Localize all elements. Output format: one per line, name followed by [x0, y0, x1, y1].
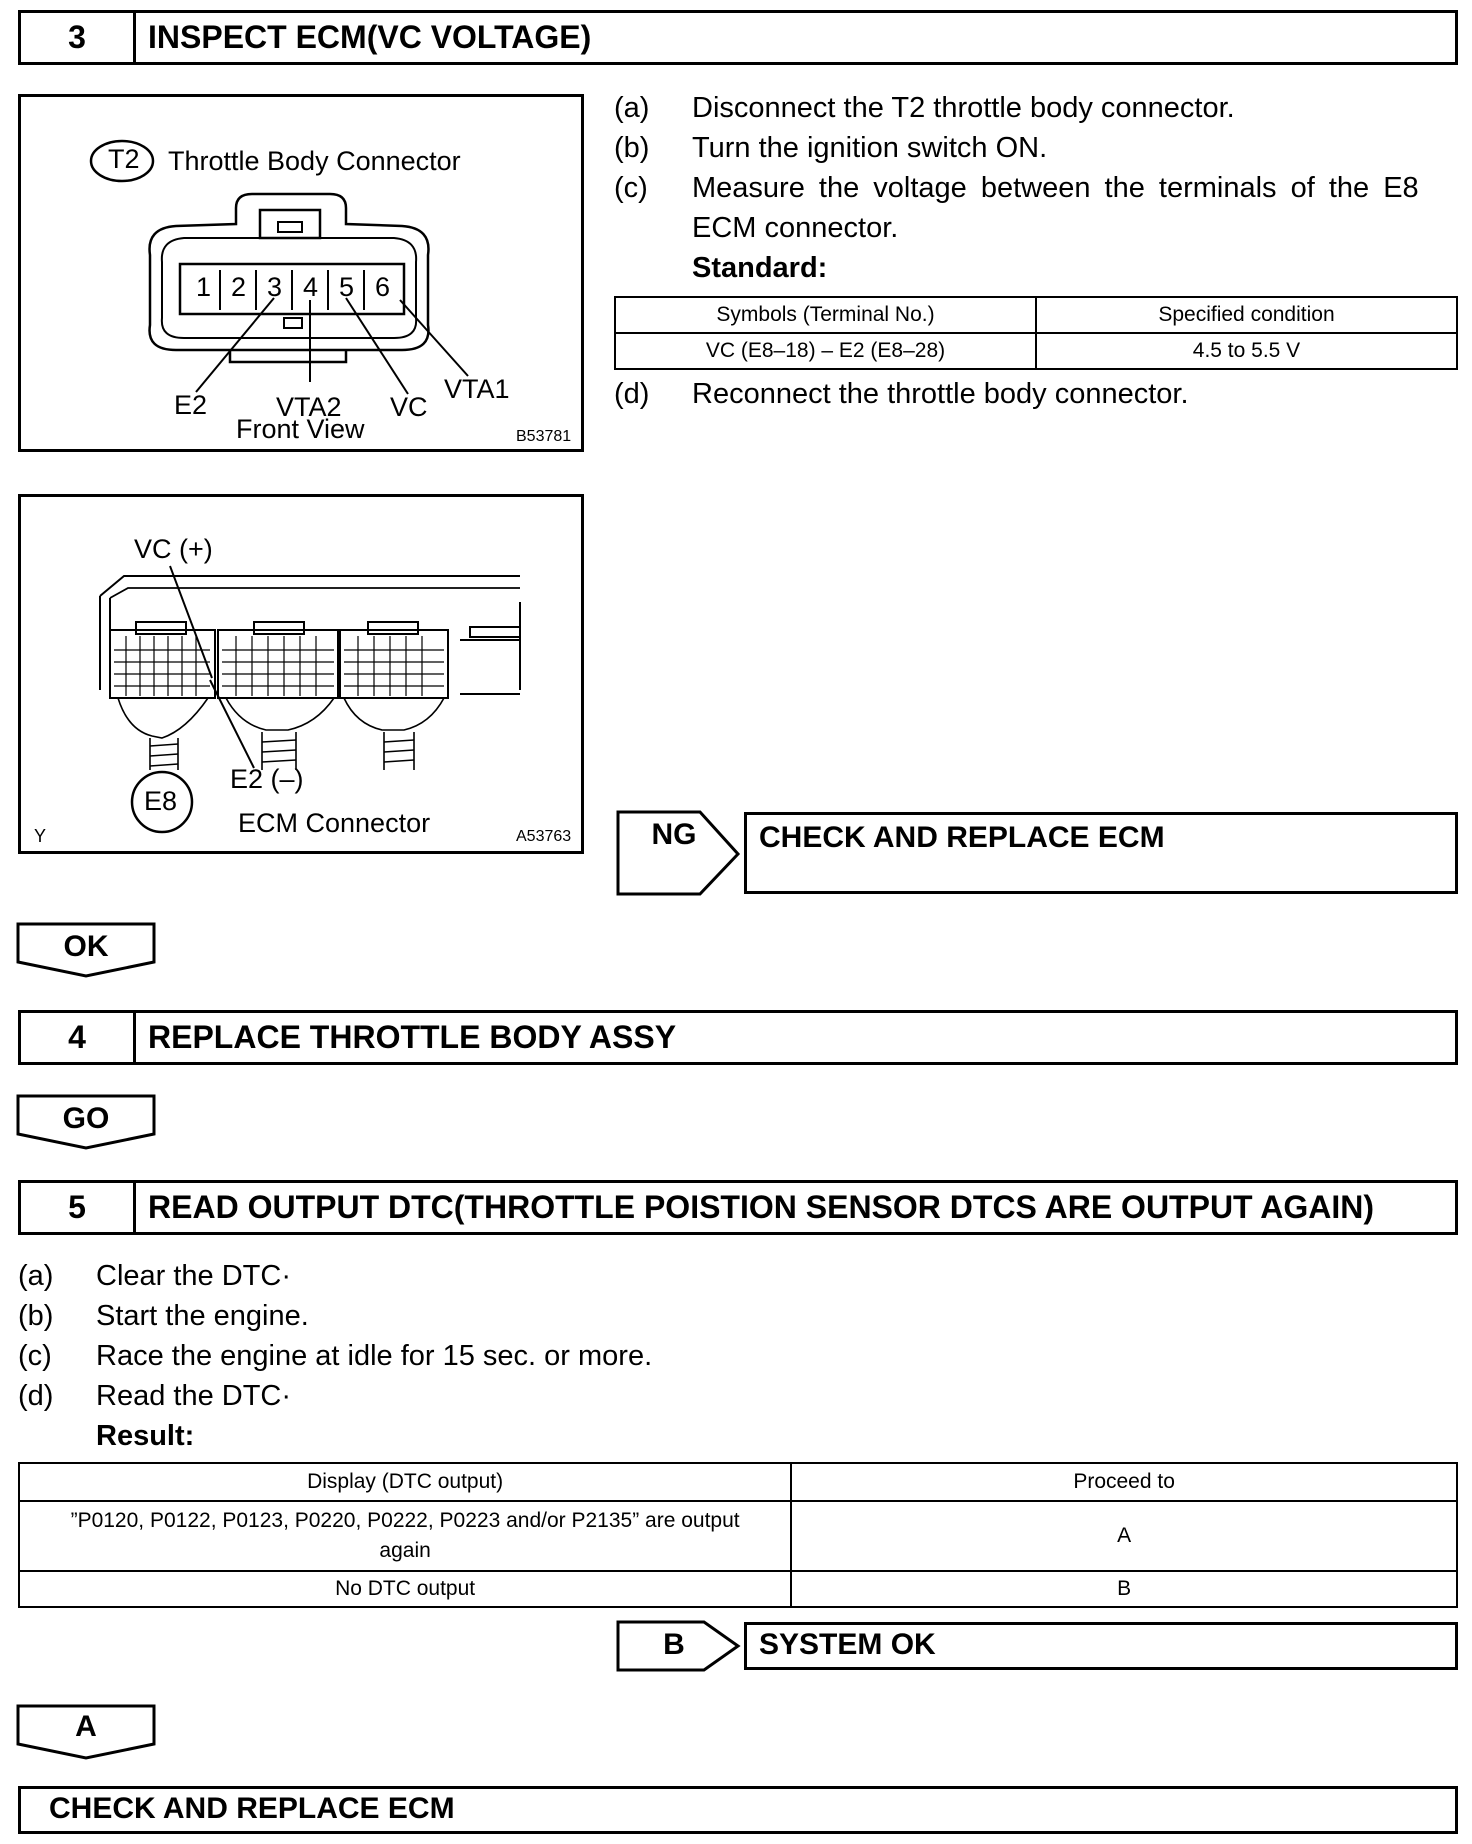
step-title: INSPECT ECM(VC VOLTAGE) — [148, 19, 592, 55]
label-vta1: VTA1 — [444, 374, 510, 404]
step5-instruction-a — [18, 1258, 291, 1294]
pin-2: 2 — [231, 272, 247, 302]
standard-label: Standard: — [692, 252, 828, 284]
step-title: REPLACE THROTTLE BODY ASSY — [148, 1019, 677, 1055]
key-notch — [284, 318, 302, 328]
instruction-label: (b) — [18, 1300, 54, 1332]
table-cell: VC (E8–18) – E2 (E8–28) — [615, 333, 1036, 369]
instruction-label: (d) — [18, 1380, 54, 1412]
label-vc: VC — [390, 392, 428, 422]
table-cell — [19, 1501, 791, 1571]
step-number: 3 — [21, 13, 136, 62]
table-header: Proceed to — [791, 1463, 1457, 1501]
step3-instruction-c — [614, 170, 1458, 206]
pin-4: 4 — [303, 272, 319, 302]
table-cell: A — [791, 1501, 1457, 1571]
result-table — [18, 1462, 1458, 1608]
e2-minus-label: E2 (–) — [230, 764, 304, 794]
connector-latch — [260, 210, 320, 238]
step5-instruction-c — [18, 1338, 652, 1374]
ng-result-box: CHECK AND REPLACE ECM — [744, 812, 1458, 894]
a-tag: A — [75, 1710, 97, 1743]
table-row — [19, 1501, 1457, 1571]
diagram2-code: A53763 — [516, 828, 572, 845]
pin-1: 1 — [196, 272, 212, 302]
step-5-header — [18, 1180, 1458, 1235]
connector-name: Throttle Body Connector — [168, 146, 461, 176]
latch-tab — [278, 222, 302, 232]
pin-5: 5 — [339, 272, 355, 302]
cell-line: ”P0120, P0122, P0123, P0220, P0222, P0223 and/or P2135” are output — [70, 1509, 740, 1532]
vc-plus-label: VC (+) — [134, 534, 213, 564]
ecm-connector-label: ECM Connector — [238, 808, 431, 838]
instruction-label: (a) — [614, 92, 650, 124]
cell-line: again — [379, 1539, 431, 1562]
instruction-label: (b) — [614, 132, 650, 164]
step-number: 4 — [21, 1013, 136, 1062]
result-label: Result: — [96, 1420, 195, 1452]
label-vta2: VTA2 — [276, 392, 342, 422]
instruction-label: (a) — [18, 1260, 54, 1292]
step3-instruction-d — [614, 376, 1189, 412]
step3-instruction-b — [614, 130, 1047, 166]
instruction-text: Read the DTC· — [96, 1380, 292, 1412]
step3-instruction-a — [614, 90, 1235, 126]
step5-instruction-d — [18, 1378, 291, 1414]
go-tag: GO — [62, 1102, 110, 1135]
diagram1-code: B53781 — [516, 428, 572, 445]
instruction-label: (c) — [614, 172, 648, 204]
ecm-connector-diagram — [18, 494, 584, 854]
table-header: Display (DTC output) — [19, 1463, 791, 1501]
instruction-text: Start the engine. — [96, 1300, 309, 1332]
instruction-text: Race the engine at idle for 15 sec. or more. — [96, 1340, 653, 1372]
step-number: 5 — [21, 1183, 136, 1232]
final-result-box: CHECK AND REPLACE ECM — [18, 1786, 1458, 1834]
label-e2: E2 — [174, 390, 208, 420]
table-header: Specified condition — [1036, 297, 1457, 333]
standard-table — [614, 296, 1458, 370]
t2-label: T2 — [108, 144, 140, 174]
ok-tag: OK — [63, 930, 109, 963]
front-view-label: Front View — [236, 414, 365, 444]
instruction-text: Reconnect the throttle body connector. — [692, 378, 1189, 410]
corner-letter: Y — [34, 826, 47, 846]
table-cell: 4.5 to 5.5 V — [1036, 333, 1457, 369]
instruction-text: Measure the voltage between the terminals of the E8 — [692, 172, 1419, 204]
b-tag: B — [663, 1628, 685, 1661]
table-cell: B — [791, 1571, 1457, 1607]
instruction-text: Turn the ignition switch ON. — [692, 132, 1048, 164]
step-title: READ OUTPUT DTC(THROTTLE POISTION SENSOR DTCS ARE OUTPUT AGAIN) — [148, 1189, 1375, 1225]
instruction-text: Disconnect the T2 throttle body connector. — [692, 92, 1235, 124]
step-4-header — [18, 1010, 1458, 1065]
table-cell: No DTC output — [19, 1571, 791, 1607]
pin-3: 3 — [267, 272, 283, 302]
table-row — [19, 1571, 1457, 1607]
table-header: Symbols (Terminal No.) — [615, 297, 1036, 333]
bottom-tab — [230, 350, 346, 362]
step5-instruction-b — [18, 1298, 309, 1334]
ng-tag: NG — [651, 818, 697, 851]
instruction-label: (d) — [614, 378, 650, 410]
instruction-text: Clear the DTC· — [96, 1260, 291, 1292]
table-row — [615, 333, 1457, 369]
b-result-box: SYSTEM OK — [744, 1622, 1458, 1670]
e8-label: E8 — [144, 786, 178, 816]
pin-6: 6 — [375, 272, 391, 302]
step3-instruction-c-cont: ECM connector. — [692, 212, 899, 244]
instruction-label: (c) — [18, 1340, 52, 1372]
